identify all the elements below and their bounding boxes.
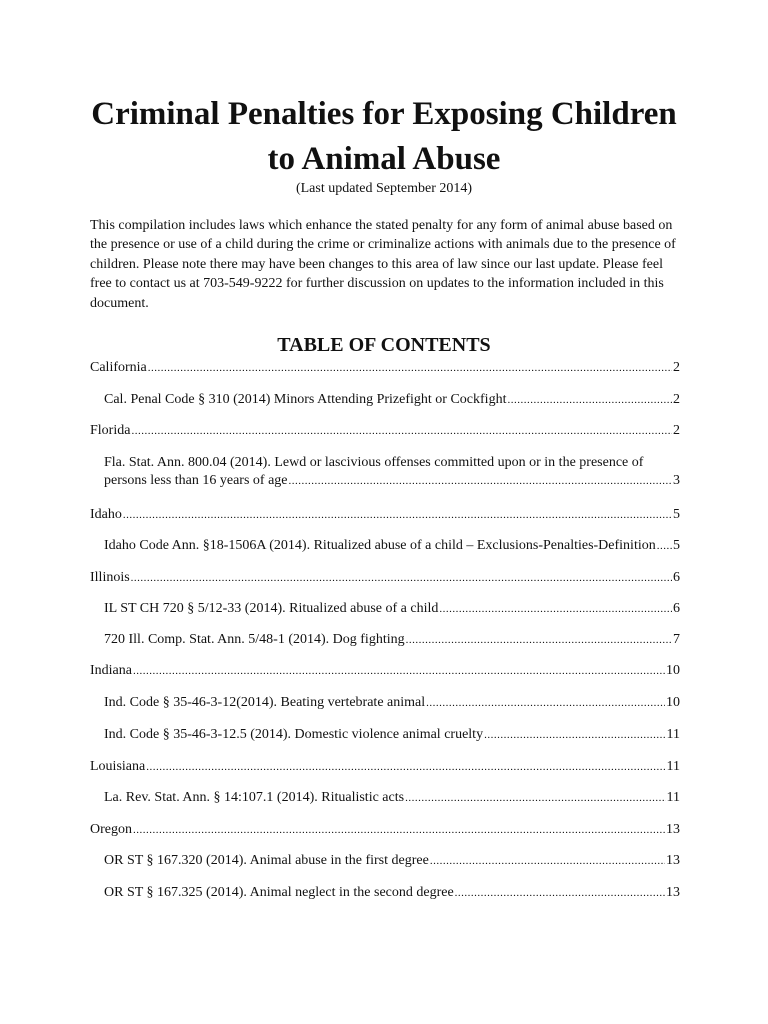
toc-entry-california[interactable] <box>90 358 680 378</box>
toc-entry-il-st-ch-720-5-12-33[interactable] <box>104 599 680 619</box>
toc-page-number: 2 <box>673 392 680 407</box>
toc-dot-leader <box>507 391 672 410</box>
toc-page-number: 10 <box>666 695 680 710</box>
toc-entry-label: Illinois <box>90 570 130 585</box>
toc-entry-idaho-code-18-1506a[interactable] <box>104 536 680 556</box>
toc-page-number: 11 <box>666 759 680 774</box>
toc-dot-leader <box>484 726 665 745</box>
toc-entry-label: La. Rev. Stat. Ann. § 14:107.1 (2014). Ritualistic acts <box>104 790 405 805</box>
toc-page-number: 5 <box>673 507 680 522</box>
toc-dot-leader <box>133 821 665 840</box>
document-title-line-2: to Animal Abuse <box>267 141 501 177</box>
toc-entry-indiana[interactable] <box>90 661 680 681</box>
toc-page-number: 13 <box>666 853 680 868</box>
toc-entry-ind-code-35-46-3-12[interactable] <box>104 693 680 713</box>
toc-entry-florida[interactable] <box>90 421 680 441</box>
toc-dot-leader <box>657 537 672 556</box>
toc-entry-label: Idaho <box>90 507 122 522</box>
toc-entry-fla-stat-800-04-line-1[interactable]: Fla. Stat. Ann. 800.04 (2014). Lewd or lascivious offenses committed upon or in the presence of <box>104 455 644 470</box>
intro-paragraph: This compilation includes laws which enhance the stated penalty for any form of animal abuse based on the presence or use of a child during the crime or criminalize actions with animals due to the presence of children. Please note there may have been changes to this area of law since our last update. Please feel free to contact us at 703-549-9222 for further discussion on updates to the information included in this document. <box>90 218 676 311</box>
toc-entry-label: Florida <box>90 423 131 438</box>
toc-page-number: 13 <box>666 822 680 837</box>
toc-dot-leader <box>439 600 672 619</box>
toc-page-number: 11 <box>666 790 680 805</box>
toc-dot-leader <box>148 359 672 378</box>
toc-dot-leader <box>133 662 665 681</box>
toc-page-number: 13 <box>666 885 680 900</box>
toc-page-number: 7 <box>673 632 680 647</box>
toc-page-number: 5 <box>673 538 680 553</box>
toc-dot-leader <box>289 472 672 491</box>
toc-entry-louisiana[interactable] <box>90 757 680 777</box>
toc-dot-leader <box>426 694 665 713</box>
toc-entry-idaho[interactable] <box>90 505 680 525</box>
toc-page-number: 6 <box>673 570 680 585</box>
toc-heading: TABLE OF CONTENTS <box>277 334 491 356</box>
toc-entry-label: IL ST CH 720 § 5/12-33 (2014). Ritualized abuse of a child <box>104 601 439 616</box>
toc-entry-label: California <box>90 360 147 375</box>
toc-entry-ind-code-35-46-3-12-5[interactable] <box>104 725 680 745</box>
toc-entry-la-rev-stat-14-107-1[interactable] <box>104 788 680 808</box>
toc-entry-label: OR ST § 167.320 (2014). Animal abuse in the first degree <box>104 853 429 868</box>
toc-entry-label: Louisiana <box>90 759 146 774</box>
toc-entry-label: OR ST § 167.325 (2014). Animal neglect in the second degree <box>104 885 454 900</box>
toc-dot-leader <box>405 789 665 808</box>
toc-entry-label: Ind. Code § 35-46-3-12(2014). Beating vertebrate animal <box>104 695 426 710</box>
toc-entry-label: Idaho Code Ann. §18-1506A (2014). Ritualized abuse of a child – Exclusions-Penalties-Definition <box>104 538 656 553</box>
toc-entry-label: Indiana <box>90 663 132 678</box>
toc-dot-leader <box>131 569 672 588</box>
toc-entry-or-st-167-325[interactable] <box>104 883 680 903</box>
toc-page-number: 11 <box>666 727 680 742</box>
last-updated-note: (Last updated September 2014) <box>295 181 473 196</box>
toc-entry-label: persons less than 16 years of age <box>104 473 288 488</box>
toc-entry-or-st-167-320[interactable] <box>104 851 680 871</box>
toc-dot-leader <box>430 852 665 871</box>
document-title <box>60 92 708 182</box>
toc-page-number: 3 <box>673 473 680 488</box>
toc-dot-leader <box>131 422 672 441</box>
toc-entry-cal-penal-code-310[interactable] <box>104 390 680 410</box>
toc-dot-leader <box>146 758 665 777</box>
toc-page-number: 2 <box>673 360 680 375</box>
toc-entry-label: Ind. Code § 35-46-3-12.5 (2014). Domestic violence animal cruelty <box>104 727 484 742</box>
toc-dot-leader <box>406 631 672 650</box>
toc-entry-fla-stat-800-04[interactable] <box>104 471 680 491</box>
toc-dot-leader <box>455 884 665 903</box>
toc-entry-oregon[interactable] <box>90 820 680 840</box>
toc-page-number: 10 <box>666 663 680 678</box>
toc-entry-label: Cal. Penal Code § 310 (2014) Minors Attending Prizefight or Cockfight <box>104 392 507 407</box>
toc-dot-leader <box>123 506 672 525</box>
toc-page-number: 2 <box>673 423 680 438</box>
document-title-line-1: Criminal Penalties for Exposing Children <box>91 96 677 132</box>
toc-entry-illinois[interactable] <box>90 568 680 588</box>
toc-entry-720-ill-comp-stat-5-48-1[interactable] <box>104 630 680 650</box>
toc-entry-label: 720 Ill. Comp. Stat. Ann. 5/48-1 (2014). Dog fighting <box>104 632 405 647</box>
toc-page-number: 6 <box>673 601 680 616</box>
toc-entry-label: Oregon <box>90 822 132 837</box>
